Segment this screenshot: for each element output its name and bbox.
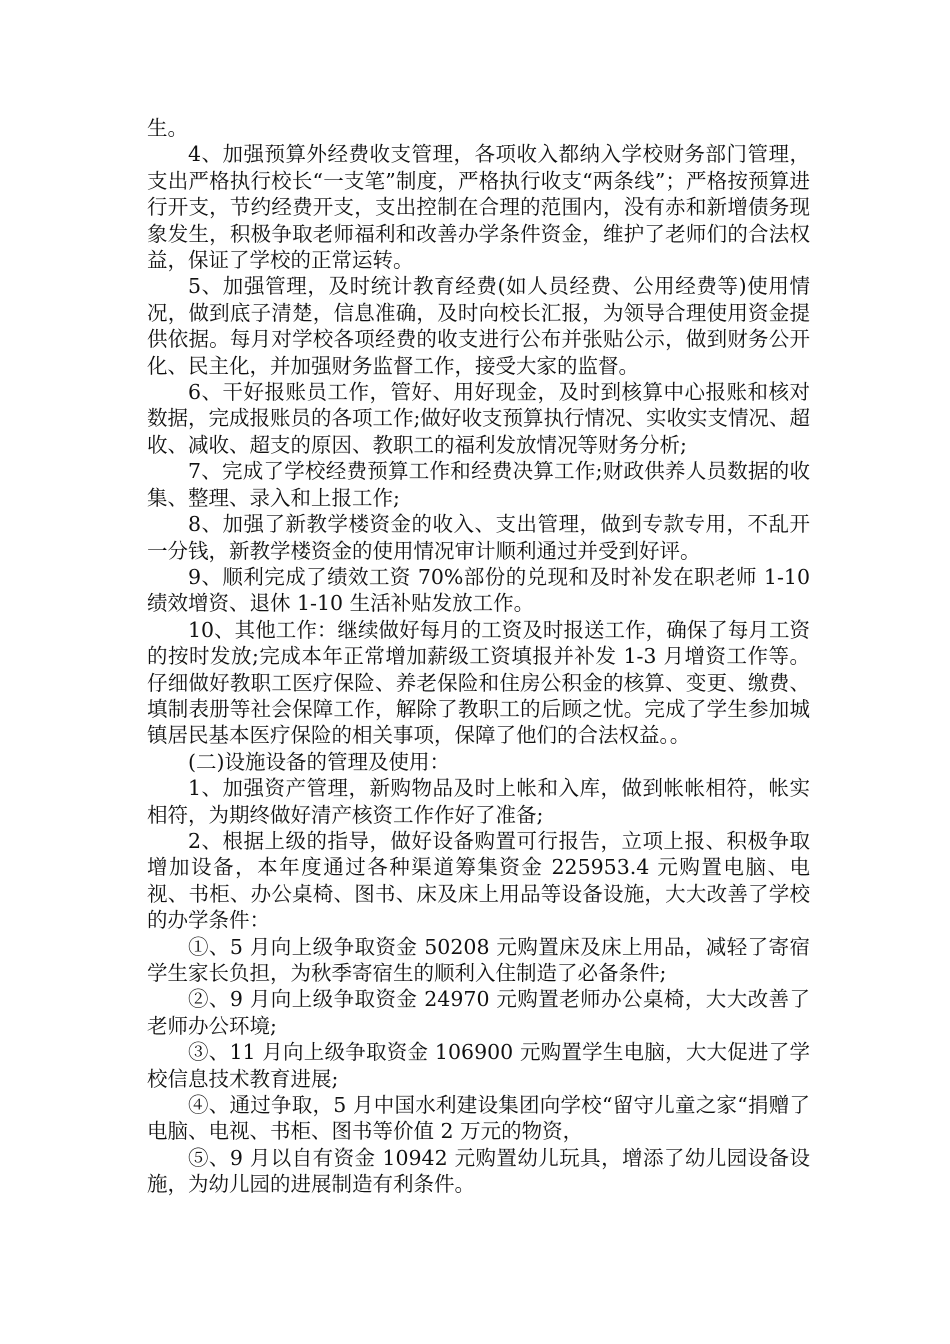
paragraph-continuation: 生。	[147, 116, 188, 140]
paragraph-item-7: 7、完成了学校经费预算工作和经费决算工作;财政供养人员数据的收集、整理、录入和上报工作;	[147, 459, 810, 510]
paragraph-sub-4: ④、通过争取，5 月中国水利建设集团向学校“留守儿童之家“捐赠了电脑、电视、书柜、图书等价值 2 万元的物资，	[147, 1093, 810, 1144]
paragraph-item-6: 6、干好报账员工作，管好、用好现金，及时到核算中心报账和核对数据，完成报账员的各项工作;做好收支预算执行情况、实收实支情况、超收、减收、超支的原因、教职工的福利发放情况等财务分析;	[147, 380, 810, 457]
paragraph-sub-1: ①、5 月向上级争取资金 50208 元购置床及床上用品，减轻了寄宿学生家长负担，为秋季寄宿生的顺利入住制造了必备条件;	[147, 934, 810, 985]
paragraph-item-5: 5、加强管理，及时统计教育经费(如人员经费、公用经费等)使用情况，做到底子清楚，信息准确，及时向校长汇报，为领导合理使用资金提供依据。每月对学校各项经费的收支进行公布并张贴公示，做到财务公开化、民主化，并加强财务监督工作，接受大家的监督。	[147, 274, 810, 378]
paragraph-item-10: 10、其他工作：继续做好每月的工资及时报送工作，确保了每月工资的按时发放;完成本年正常增加薪级工资填报并补发 1-3 月增资工作等。仔细做好教职工医疗保险、养老保险和住房公积金的核算、变更、缴费、填制表册等社会保障工作，解除了教职工的后顾之忧。完成了学生参加城镇居民基本医疗保险的相关事项，保障了他们的合法权益。。	[147, 617, 810, 748]
paragraph-item-9: 9、顺利完成了绩效工资 70%部份的兑现和及时补发在职老师 1-10 绩效增资、退休 1-10 生活补贴发放工作。	[147, 564, 810, 616]
paragraph-asset-1: 1、加强资产管理，新购物品及时上帐和入库，做到帐帐相符，帐实相符，为期终做好清产核资工作作好了准备;	[147, 776, 810, 827]
paragraph-item-4: 4、加强预算外经费收支管理，各项收入都纳入学校财务部门管理，支出严格执行校长“一支笔”制度，严格执行收支“两条线”；严格按预算进行开支，节约经费开支，支出控制在合理的范围内，没有赤和新增债务现象发生，积极争取老师福利和改善办学条件资金，维护了老师们的合法权益，保证了学校的正常运转。	[147, 142, 810, 273]
paragraph-sub-5: ⑤、9 月以自有资金 10942 元购置幼儿玩具，增添了幼儿园设备设施，为幼儿园的进展制造有利条件。	[147, 1145, 810, 1197]
paragraph-sub-2: ②、9 月向上级争取资金 24970 元购置老师办公桌椅，大大改善了老师办公环境;	[147, 987, 810, 1038]
paragraph-item-8: 8、加强了新教学楼资金的收入、支出管理，做到专款专用，不乱开一分钱，新教学楼资金的使用情况审计顺利通过并受到好评。	[147, 512, 810, 563]
paragraph-asset-2: 2、根据上级的指导，做好设备购置可行报告，立项上报、积极争取增加设备，本年度通过各种渠道筹集资金 225953.4 元购置电脑、电视、书柜、办公桌椅、图书、床及床上用品等设备设施，大大改善了学校的办学条件：	[147, 828, 810, 933]
paragraph-sub-3: ③、11 月向上级争取资金 106900 元购置学生电脑，大大促进了学校信息技术教育进展;	[147, 1040, 810, 1091]
section-heading: (二)设施设备的管理及使用：	[188, 749, 450, 774]
document-body	[147, 115, 810, 1198]
